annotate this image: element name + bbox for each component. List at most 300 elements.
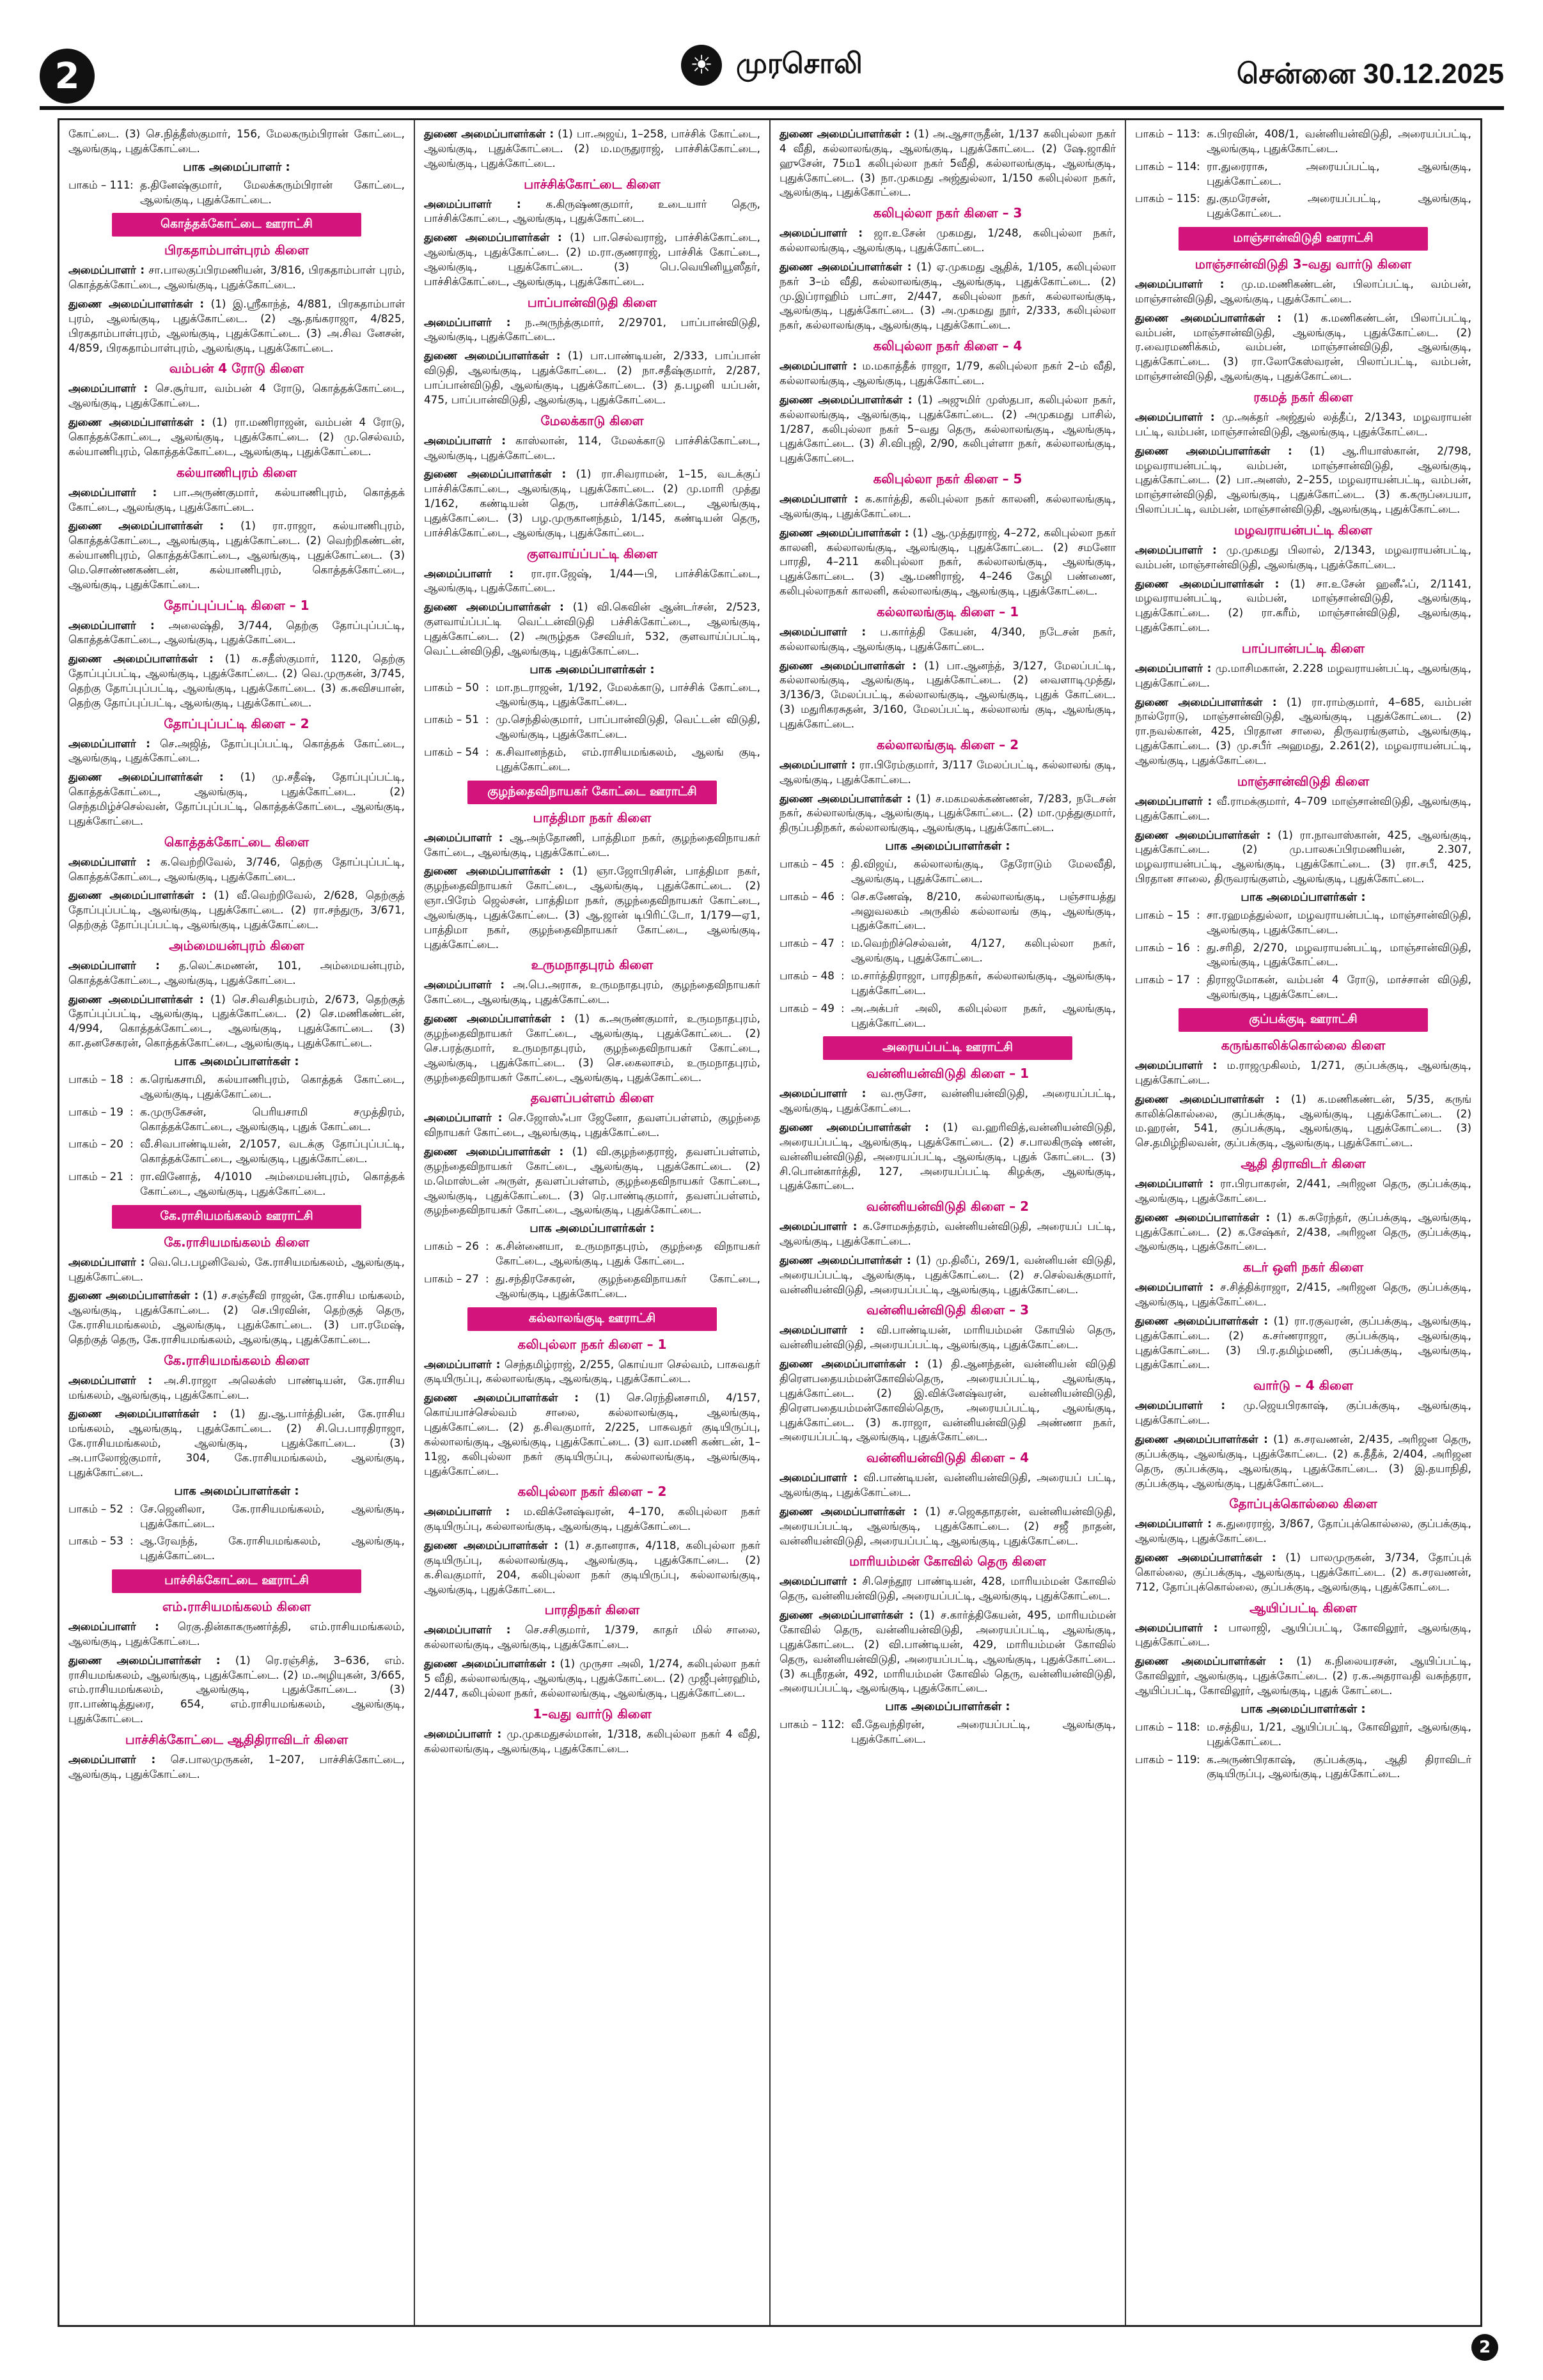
booth-entry [68,1534,405,1563]
booth-organizer: திராஜமோகன், வம்பன் 4 ரோடு, மாச்சான் விடுதி, ஆலங்குடி, புதுக்கோட்டை. [1207,973,1471,1001]
entry-text: செ.சசிகுமார், 1/379, காதர் மில் சாலை, கல்லாலங்குடி, ஆலங்குடி, புதுக்கோட்டை. [424,1623,760,1651]
entry-role: துணை அமைப்பாளர்கள் : [779,260,912,273]
entry-role: துணை அமைப்பாளர்கள் : [68,297,205,311]
entry-role: அமைப்பாளர் : [424,978,505,992]
booth-number: பாகம் – 15 [1135,908,1190,921]
entry-text: பா.அருண்குமார், கல்யாணிபுரம், கொத்தக் கோட்டை, ஆலங்குடி, புதுக்கோட்டை. [68,485,405,513]
organizer-entry [1135,1280,1471,1309]
entry-role: துணை அமைப்பாளர்கள் : [1135,311,1281,324]
entry-text: (1) மு.சதீஷ், தோப்புப்பட்டி, கொத்தக்கோட்டை, ஆலங்குடி, புதுக்கோட்டை. (2) செந்தமிழ்ச்செல்வன், தோப்புப்பட்டி, கொத்தக்கோட்டை, ஆலங்குடி, புதுக்கோட்டை. [68,770,405,827]
entry-text: வெ.பெ.பழனிவேல், கே.ராசியமங்கலம், ஆலங்குடி, புதுக்கோட்டை. [68,1255,405,1283]
organizer-entry [1135,1092,1471,1150]
entry-role: துணை அமைப்பாளர்கள் : [779,1121,929,1134]
separator: : [130,1534,134,1548]
organizer-entry [1135,1210,1471,1254]
booth-number: பாகம் – 17 [1135,973,1190,986]
booth-number: பாகம் – 26 [424,1240,479,1253]
separator: : [1196,940,1200,954]
entry-text: (1) செ.சிவசிதம்பரம், 2/673, தெற்குத் தோப்புப்பட்டி, ஆலங்குடி, புதுக்கோட்டை. (2) செ.மணிகண்டன், 4/994, கொத்தக்கோட்டை, ஆலங்குடி, புதுக்கோட்டை. (3) கா.தனசேகரன், கொத்தக்கோட்டை, ஆலங்குடி, புதுக்கோட்டை. [68,992,405,1050]
column-1 [59,120,415,2325]
entry-role: அமைப்பாளர் : [779,1575,858,1588]
booth-entry [1135,1720,1471,1749]
booth-entry [424,680,760,710]
entry-text: செ.பாலமுருகன், 1–207, பாச்சிக்கோட்டை, ஆலங்குடி, புதுக்கோட்டை. [68,1752,405,1780]
entry-text: ரா.பிரேம்குமார், 3/117 மேலப்பட்டி, கல்லாலங் குடி, ஆலங்குடி, புதுக்கோட்டை. [779,758,1116,786]
entry-text: (1) வீ.வெற்றிவேல், 2/628, தெற்குத் தோப்புப்பட்டி, ஆலங்குடி, புதுக்கோட்டை. (2) ரா.சந்துரு, 3/671, தெற்குத் தோப்புப்பட்டி, ஆலங்குடி, புதுக்கோட்டை. [68,889,405,931]
organizer-entry [779,1608,1116,1695]
entry-text: (1) தி.ஆனந்தன், வன்னியன் விடுதி திரௌபதையம்மன்கோவில்தெரு, அரையப்பட்டி, ஆலங்குடி, புதுக்கோட்டை. (2) இ.விக்னேஷ்வரன், வன்னியன்விடுதி, திரௌபதையம்மன்கோவில்தெரு, அரையப்பட்டி, ஆலங்குடி, புதுக்கோட்டை. (3) க.ராஜா, வன்னியன்விடுதி அண்ணா நகர், அரையப்பட்டி, ஆலங்குடி, புதுக்கோட்டை. [779,1357,1116,1443]
booth-organizer: து.சந்திரசேகரன், குழந்தைவிநாயகர் கோட்டை, ஆலங்குடி, புதுக்கோட்டை. [496,1272,760,1300]
entry-role: அமைப்பாளர் : [68,958,160,972]
branch-heading: கல்யாணிபுரம் கிளை [176,464,297,480]
entry-role: துணை அமைப்பாளர்கள் : [68,1653,221,1667]
booth-entry [68,1502,405,1531]
section-subheading: பாக அமைப்பாளர்கள் : [529,1222,655,1236]
booth-number: பாகம் – 52 [68,1502,123,1515]
entry-text: ரா.பிரபாகரன், 2/441, அரிஜன தெரு, குப்பக்குடி, ஆலங்குடி, புதுக்கோட்டை. [1135,1177,1471,1204]
booth-number: பாகம் – 45 [779,857,834,871]
organizer-entry [779,359,1116,388]
entry-text: (1) பா.அஜய், 1–258, பாச்சிக் கோட்டை, ஆலங்குடி, புதுக்கோட்டை. (2) ம.மருதுராஜ், பாச்சிக்கோட்டை, ஆலங்குடி, புதுக்கோட்டை. [424,127,760,169]
entry-role: அமைப்பாளர் : [779,1087,866,1100]
organizer-entry [424,467,760,540]
entry-text: (1) சா.உசேன் ஹனீஃப், 2/1141, மழவராயன்பட்டி, வம்பன், மாஞ்சான்விடுதி, ஆலங்குடி, புதுக்கோட்டை. (2) ரா.கரீம், மாஞ்சான்விடுதி, ஆலங்குடி, புதுக்கோட்டை. [1135,577,1471,634]
organizer-entry [424,1144,760,1217]
entry-role: துணை அமைப்பாளர்கள் : [1135,1551,1276,1564]
ward-banner: குழந்தைவிநாயகர் கோட்டை ஊராட்சி [467,781,716,804]
entry-role: துணை அமைப்பாளர்கள் : [779,791,911,805]
entry-text: (1) மு.திலீப், 269/1, வன்னியன் விடுதி, அரையப்பட்டி, ஆலங்குடி, புதுக்கோட்டை. (2) ச.செல்வக்குமார், வன்னியன்விடுதி, அரையப்பட்டி, ஆலங்குடி, புதுக்கோட்டை. [779,1253,1116,1296]
booth-number: பாகம் – 53 [68,1534,123,1548]
branch-heading: பாத்திமா நகர் கிளை [533,809,652,825]
separator: : [130,1137,134,1151]
booth-entry [779,936,1116,965]
entry-text: மு.அக்தர் அஜ்துல் லத்தீப், 2/1343, மழவராயன் பட்டி, வம்பன், மாஞ்சான்விடுதி, ஆலங்குடி, புதுக்கோட்டை. [1135,410,1471,438]
organizer-entry [779,1086,1116,1116]
booth-entry [1135,908,1471,937]
organizer-entry [1135,794,1471,823]
entry-role: அமைப்பாளர் : [1135,277,1225,291]
branch-heading: மாஞ்சான்விடுதி 3–வது வார்டு கிளை [1194,256,1412,272]
entry-text: (1) ச.கார்த்திகேயன், 495, மாரியம்மன் கோவில் தெரு, வன்னியன்விடுதி, அரையப்பட்டி, ஆலங்குடி, புதுக்கோட்டை. (2) வி.பாண்டியன், 429, மாரியம்மன் கோவில் தெரு, வன்னியன்விடுதி, அரையப்பட்டி, ஆலங்குடி, புதுக்கோட்டை. (3) சுபுநீரதன், 492, மாரியம்மன் கோவில் தெரு, வன்னியன்விடுதி, அரையப்பட்டி, ஆலங்குடி, புதுக்கோட்டை. [779,1608,1116,1695]
entry-text: (1) வ.ஹரிவித்,வன்னியன்விடுதி, அரையப்பட்டி, ஆலங்குடி, புதுக்கோட்டை. (2) ச.பாலகிருஷ் ணன், வன்னியன்விடுதி, அரையப்பட்டி, ஆலங்குடி, புதுக் கோட்டை. (3) சி.பொன்கார்த்தி, 127, அரையப்பட்டி கிழக்கு, ஆலங்குடி, புதுக்கோட்டை. [779,1121,1116,1192]
entry-text: (1) க.அருண்குமார், உருமநாதபுரம், குழந்தைவிநாயகர் கோட்டை, ஆலங்குடி, புதுக்கோட்டை. (2) செ.பரத்குமார், உருமநாதபுரம், குழந்தைவிநாயகர் கோட்டை, ஆலங்குடி, புதுக்கோட்டை. (3) செ.கைலாசம், உருமநாதபுரம், குழந்தைவிநாயகர் கோட்டை, ஆலங்குடி, புதுக்கோட்டை. [424,1012,760,1084]
section-subheading: பாக அமைப்பாளர்கள் : [174,1054,299,1068]
separator: : [1196,159,1200,173]
entry-text: மு.ஜெயபிரகாஷ், குப்பக்குடி, ஆலங்குடி, புதுக்கோட்டை. [1135,1399,1471,1427]
entry-role: அமைப்பாளர் : [68,736,150,750]
entry-role: அமைப்பாளர் : [1135,1621,1218,1634]
entry-role: துணை அமைப்பாளர்கள் : [68,519,224,533]
booth-organizer: அ.அக்பர் அலி, கலிபுல்லா நகர், ஆலங்குடி, புதுக்கோட்டை. [851,1001,1116,1029]
separator: : [130,1105,134,1118]
booth-entry [424,745,760,774]
entry-role: அமைப்பாளர் : [424,1727,502,1740]
masthead [40,38,1504,114]
entry-role: அமைப்பாளர் : [779,758,856,771]
organizer-entry [424,433,760,463]
section-subheading: பாக அமைப்பாளர் : [183,160,290,174]
booth-entry [779,857,1116,886]
entry-text: க.வெற்றிவேல், 3/746, தெற்கு தோப்புப்பட்டி, கொத்தக்கோட்டை, ஆலங்குடி, புதுக்கோட்டை. [68,855,405,883]
organizer-entry [779,791,1116,836]
entry-text: கோட்டை. (3) செ.நித்தீஸ்குமார், 156, மேலகரும்பிரான் கோட்டை, ஆலங்குடி, புதுக்கோட்டை. [68,127,405,155]
entry-role: அமைப்பாளர் : [424,197,521,210]
entry-role: துணை அமைப்பாளர்கள் : [779,658,917,672]
entry-text: வீ.ராமக்குமார், 4–709 மாஞ்சான்விடுதி, ஆலங்குடி, புதுக்கோட்டை. [1135,794,1472,822]
organizer-entry [68,651,405,710]
organizer-entry [68,263,405,292]
entry-text: (1) க.மணிகண்டன், பிலாப்பட்டி, வம்பன், மாஞ்சான்விடுதி, ஆலங்குடி, புதுக்கோட்டை. (2) ர.வைரமணிக்கம், வம்பன், மாஞ்சான்விடுதி, ஆலங்குடி, புதுக்கோட்டை. (3) ரா.லோகேஸ்வரன், பிலாப்பட்டி, வம்பன், மாஞ்சான்விடுதி, ஆலங்குடி, புதுக்கோட்டை. [1135,311,1471,383]
branch-heading: உருமநாதபுரம் கிளை [531,957,654,973]
branch-heading: வன்னியன்விடுதி கிளை – 2 [866,1199,1030,1215]
entry-role: துணை அமைப்பாளர்கள் : [68,1407,217,1420]
entry-role: அமைப்பாளர் : [424,315,511,329]
entry-text: (1) வி.கெவின் ஆன்டர்சன், 2/523, குளவாய்ப்பட்டி வெட்டன்விடுதி பச்சிக்கோட்டை, ஆலங்குடி, புதுக்கோட்டை. (2) அருழ்தசு சேவியர், 532, குளவாய்ப்பட்டி, வெட்டன்விடுதி, ஆலங்குடி, புதுக்கோட்டை. [424,600,760,657]
ward-banner: கல்லாலங்குடி ஊராட்சி [467,1307,716,1331]
entry-role: அமைப்பாளர் : [1135,1177,1214,1190]
booth-organizer: த.தினேஷ்குமார், மேலக்கரும்பிரான் கோட்டை, ஆலங்குடி, புதுக்கோட்டை. [140,178,405,206]
organizer-entry [424,1110,760,1140]
organizer-entry [1135,1550,1471,1594]
organizer-entry [68,518,405,591]
organizer-entry [1135,410,1471,439]
column-2 [415,120,771,2325]
entry-text: (1) க.சதீஸ்குமார், 1120, தெற்கு தோப்புப்பட்டி, ஆலங்குடி, புதுக்கோட்டை. (2) வெ.முருகன், 3/745, தெற்கு தோப்புப்பட்டி, ஆலங்குடி, புதுக்கோட்டை. (3) க.சுவிசயான், தெற்கு தோப்புப்பட்டி, ஆலங்குடி, புதுக்கோட்டை. [68,652,405,709]
booth-number: பாகம் – 49 [779,1001,834,1015]
entry-text: ச.சித்திக்ராஜா, 2/415, அரிஜன தெரு, குப்பக்குடி, ஆலங்குடி, புதுக்கோட்டை. [1135,1280,1471,1309]
branch-heading: கலிபுல்லா நகர் கிளை – 1 [517,1336,667,1352]
organizer-entry [1135,444,1471,517]
entry-role: துணை அமைப்பாளர்கள் : [424,467,567,481]
organizer-entry [1135,1432,1471,1490]
booth-organizer: ஆ.ரேவந்த், கே.ராசியமங்கலம், ஆலங்குடி, புதுக்கோட்டை. [140,1534,405,1562]
entry-text: ப.கார்த்தி கேயன், 4/340, நடேசன் நகர், கல்லாலங்குடி, ஆலங்குடி, புதுக்கோட்டை. [779,625,1116,653]
entry-role: அமைப்பாளர் : [779,226,863,240]
entry-role: அமைப்பாளர் : [1135,1517,1212,1530]
organizer-entry [68,958,405,988]
entry-text: (1) ஞா.ஜோபிரசின், பாத்திமா நகர், குழந்தைவிநாயகர் கோட்டை, ஆலங்குடி, புதுக்கோட்டை. (2) ஞா.பிரேம் ஜெல்சன், பாத்திமா நகர், குழந்தைவிநாயகர் கோட்டை, ஆலங்குடி, புதுக்கோட்டை. (3) ஆ.ஜான் டிபிரிட்டோ, 1/179—ஏ1, பாத்திமா நகர், குழந்தைவிநாயகர் கோட்டை, ஆலங்குடி, புதுக்கோட்டை. [424,864,760,951]
booth-number: பாகம் – 115 [1135,192,1197,205]
entry-role: துணை அமைப்பாளர்கள் : [424,231,562,244]
branch-heading: குளவாய்ப்பட்டி கிளை [526,545,658,561]
entry-text: (1) பா.ஆனந்த், 3/127, மேலப்பட்டி, கல்லாலங்குடி, ஆலங்குடி, புதுக்கோட்டை. (2) வைளாடிமுத்து, 3/136/3, மேலப்பட்டி, கல்லாலங்குடி, ஆலங்குடி, புதுக் கோட்டை. (3) மதுரிகரசுதன், 3/160, மேலப்பட்டி, கல்லாலங் குடி, ஆலங்குடி, புதுக்கோட்டை. [779,658,1116,730]
booth-entry [1135,940,1471,970]
entry-text: (1) க.மணிகண்டன், 5/35, கருங் காலிக்கொல்லை, குப்பக்குடி, ஆலங்குடி, புதுக்கோட்டை. (2) ம.ஹரன், 541, குப்பக்குடி, ஆலங்குடி, புதுக்கோட்டை. (3) செ.தமிழ்நிலவன், குப்பக்குடி, ஆலங்குடி, புதுக்கோட்டை. [1135,1092,1471,1149]
branch-heading: வன்னியன்விடுதி கிளை – 4 [866,1450,1030,1466]
ward-banner: பாச்சிக்கோட்டை ஊராட்சி [112,1569,361,1593]
entry-role: துணை அமைப்பாளர்கள் : [424,1145,564,1158]
entry-text: (1) ச.தானராசு, 4/118, கலிபுல்லா நகர் குடியிருப்பு, கல்லாலங்குடி, ஆலங்குடி, புதுக்கோட்டை. (2) க.சிவகுமார், 204, கலிபுல்லா நகர் குடியிருப்பு, கல்லாலங்குடி, ஆலங்குடி, புதுக்கோட்டை. [424,1539,760,1596]
organizer-entry [68,1752,405,1782]
entry-role: அமைப்பாளர் : [1135,661,1212,674]
booth-organizer: மா.நடராஜன், 1/192, மேலக்காடு, பாச்சிக் கோட்டை, ஆலங்குடி, புதுக்கோட்டை. [496,680,760,708]
branch-heading: மழவராயன்பட்டி கிளை [1234,522,1372,538]
organizer-entry [1135,311,1471,384]
organizer-entry [424,1622,760,1652]
organizer-entry [779,393,1116,465]
branch-heading: வன்னியன்விடுதி கிளை – 1 [866,1066,1030,1082]
entry-role: துணை அமைப்பாளர்கள் : [1135,1433,1268,1445]
entry-role: அமைப்பாளர் : [779,1471,858,1484]
entry-role: அமைப்பாளர் : [424,1505,510,1518]
organizer-entry [779,1323,1116,1352]
booth-entry [779,1717,1116,1746]
booth-organizer: ம.சத்திய, 1/21, ஆயிப்பட்டி, கோவிலூர், ஆலங்குடி, புதுக்கோட்டை. [1207,1720,1471,1748]
entry-role: அமைப்பாளர் : [68,1620,159,1633]
organizer-entry [68,855,405,884]
organizer-entry [1135,1176,1471,1206]
branch-heading: கருங்காலிக்கொல்லை கிளை [1221,1037,1386,1053]
organizer-entry [1135,1654,1471,1698]
newspaper-title [681,45,863,86]
booth-number: பாகம் – 18 [68,1072,123,1085]
separator: : [841,857,845,871]
entry-role: துணை அமைப்பாளர்கள் : [68,992,204,1006]
booth-entry [1135,1752,1471,1782]
organizer-entry [1135,577,1471,635]
entry-role: துணை அமைப்பாளர்கள் : [68,1289,199,1302]
booth-organizer: ம.வெற்றிச்செல்வன், 4/127, கலிபுல்லா நகர், ஆலங்குடி, புதுக்கோட்டை. [851,937,1116,965]
separator: : [1196,1752,1200,1766]
section-subheading: பாக அமைப்பாளர்கள் : [174,1484,299,1498]
branch-heading: மேலக்காடு கிளை [540,412,644,428]
section-subheading: பாக அமைப்பாளர்கள் : [885,1700,1010,1714]
organizer-entry [68,127,405,156]
booth-number: பாகம் – 21 [68,1170,123,1183]
section-subheading: பாக அமைப்பாளர்கள் : [1241,1702,1366,1716]
entry-text: காஸ்லான், 114, மேலக்காடு பாச்சிக்கோட்டை, ஆலங்குடி, புதுக்கோட்டை. [424,433,760,462]
booth-number: பாகம் – 50 [424,680,479,694]
entry-role: துணை அமைப்பாளர்கள் : [68,770,224,784]
branch-heading: தோப்புப்பட்டி கிளை – 2 [164,715,309,731]
entry-role: துணை அமைப்பாளர்கள் : [1135,444,1292,457]
organizer-entry [1135,661,1471,690]
entry-role: அமைப்பாளர் : [779,625,866,638]
separator: : [1196,908,1200,921]
separator: : [130,1502,134,1515]
separator: : [841,889,845,903]
booth-organizer: க.சின்னையா, உருமநாதபுரம், குழந்தை விநாயகர் கோட்டை, ஆலங்குடி, புதுக் கோட்டை. [496,1240,760,1268]
booth-number: பாகம் – 112 [779,1718,842,1731]
newspaper-name: முரசொலி [736,47,863,80]
entry-text: (1) இ.ஸ்ரீகாந்த், 4/881, பிரகதாம்பாள் புரம், ஆலங்குடி, புதுக்கோட்டை. (2) ஆ.தங்கராஜா, 4/825, பிரகதாம்பாள்புரம், ஆலங்குடி, புதுக்கோட்டை. (3) அ.சிவ னேசன், 4/859, பிரகதாம்பாள்புரம், ஆலங்குடி, புதுக்கோட்டை. [68,297,405,354]
branch-heading: கலிபுல்லா நகர் கிளை – 3 [873,205,1022,221]
entry-role: துணை அமைப்பாளர்கள் : [424,864,564,878]
organizer-entry [68,415,405,459]
organizer-entry [424,977,760,1007]
organizer-entry [68,992,405,1050]
section-subheading: பாக அமைப்பாளர்கள் : [529,662,655,676]
separator: : [485,713,489,726]
entry-text: (1) அ.ஆசாருதீன், 1/137 கலிபுல்லா நகர் 4 வீதி, கல்லாலங்குடி, ஆலங்குடி, புதுக்கோட்டை. (2) ஷே.ஜாகிர் ஹுசேன், 75ம1 கலிபுல்லா நகர் 5வீதி, கல்லாலங்குடி, ஆலங்குடி, புதுக்கோட்டை. (3) நா.முகமது அஜ்துல்லா, 1/150 கலிபுல்லா நகர், ஆலங்குடி, புதுக்கோட்டை. [779,127,1116,199]
booth-organizer: மு.செந்தில்குமார், பாப்பான்விடுதி, வெட்டன் விடுதி, ஆலங்குடி, புதுக்கோட்டை. [496,713,760,741]
booth-entry [424,1239,760,1268]
entry-text: பாலாஜி, ஆயிப்பட்டி, கோவிலூர், ஆலங்குடி, புதுக்கோட்டை. [1135,1621,1471,1649]
organizer-entry [1135,1058,1471,1087]
entry-role: அமைப்பாளர் : [424,1111,503,1124]
entry-text: க.துரைராஜ், 3/867, தோப்புக்கொல்லை, குப்பக்குடி, ஆலங்குடி, புதுக்கோட்டை. [1135,1517,1471,1545]
separator: : [485,745,489,758]
booth-number: பாகம் – 114 [1135,159,1197,173]
entry-text: (1) பாலமுருகன், 3/734, தோப்புக் கொல்லை, குப்பக்குடி, ஆலங்குடி, புதுக்கோட்டை. (2) க.சரவணன், 712, தோப்புக்கொல்லை, குப்பக்குடி, ஆலங்குடி, புதுக்கோட்டை. [1135,1551,1471,1593]
entry-role: துணை அமைப்பாளர்கள் : [1135,1654,1283,1668]
entry-role: அமைப்பாளர் : [68,618,155,632]
booth-number: பாகம் – 119 [1135,1752,1197,1766]
organizer-entry [424,1504,760,1534]
separator: : [841,968,845,982]
organizer-entry [424,1727,760,1756]
entry-text: (1) ரா.ரகுவரன், குப்பக்குடி, ஆலங்குடி, புதுக்கோட்டை. (2) க.சர்ணராஜா, குப்பக்குடி, ஆலங்குடி, புதுக்கோட்டை. (3) பி.ர.தமிழ்மணி, குப்பக்குடி, ஆலங்குடி, புதுக்கோட்டை. [1135,1314,1471,1371]
branch-heading: வார்டு – 4 கிளை [1253,1378,1354,1394]
entry-text: (1) ரா.ராஜா, கல்யாணிபுரம், கொத்தக்கோட்டை, ஆலங்குடி, புதுக்கோட்டை. (2) வெற்றிகண்டன், கல்யாணிபுரம், கொத்தக்கோட்டை, ஆலங்குடி, புதுக்கோட்டை. (3) மெ.சொண்ணகண்டன், கல்யாணிபுரம், கொத்தக்கோட்டை, ஆலங்குடி, புதுக்கோட்டை. [68,519,405,591]
entry-text: மு.முகமதுசல்மான், 1/318, கலிபுல்லா நகர் 4 வீதி, கல்லாலங்குடி, ஆலங்குடி, புதுக்கோட்டை. [424,1727,760,1755]
branch-heading: பாச்சிக்கோட்டை கிளை [524,176,661,192]
organizer-entry [68,381,405,410]
booth-organizer: வீ.தேவந்திரன், அரையப்பட்டி, ஆலங்குடி, புதுக்கோட்டை. [851,1718,1116,1746]
booth-number: பாகம் – 54 [424,745,479,758]
organizer-entry [424,197,760,226]
booth-number: பாகம் – 27 [424,1272,479,1285]
entry-text: (1) அஜுமிர் முஸ்தபா, கலிபுல்லா நகர், கல்லாலங்குடி, ஆலங்குடி, புதுக்கோட்டை. (2) அமுகமது பாசில், 1/287, கலிபுல்லா நகர் 5–வது தெரு, கல்லாலங்குடி, ஆலங்குடி, புதுக்கோட்டை. (3) சி.விபுஜி, 2/90, கலிபுள்ளா நகர், கல்லாலங்குடி, புதுக்கோட்டை. [779,393,1116,465]
organizer-entry [68,297,405,355]
branch-heading: வன்னியன்விடுதி கிளை – 3 [866,1302,1030,1318]
ward-banner: கொத்தக்கோட்டை ஊராட்சி [112,213,361,237]
entry-text: (1) வி.குழந்தைராஜ், தவளப்பள்ளம், குழந்தைவிநாயகர் கோட்டை, ஆலங்குடி, புதுக்கோட்டை. (2) ம.மொஸ்டன் அருள், தவளப்பள்ளம், குழந்தைவிநாயகர் கோட்டை, ஆலங்குடி, புதுக்கோட்டை. (3) ரெ.பாண்டிகுமார், தவளப்பள்ளம், குழந்தைவிநாயகர் கோட்டை, ஆலங்குடி, புதுக்கோட்டை. [424,1145,760,1217]
entry-text: (1) பா.பாண்டியன், 2/333, பாப்பான் விடுதி, ஆலங்குடி, புதுக்கோட்டை. (2) நா.சதீஷ்குமார், 2/287, பாப்பான்விடுதி, ஆலங்குடி, புதுக்கோட்டை. (3) த.பழனி யப்பன், 475, பாப்பான்விடுதி, ஆலங்குடி, புதுக்கோட்டை. [424,349,761,406]
entry-role: அமைப்பாளர் : [68,382,148,395]
booth-number: பாகம் – 47 [779,937,834,950]
entry-text: மு.முகமது பிலால், 2/1343, மழவராயன்பட்டி, வம்பன், மாஞ்சான்விடுதி, ஆலங்குடி, புதுக்கோட்டை. [1135,543,1471,571]
entry-role: துணை அமைப்பாளர்கள் : [424,1539,558,1552]
separator: : [130,1170,134,1183]
entry-text: ம.மகாத்தீக் ராஜா, 1/79, கலிபுல்லா நகர் 2–ம் வீதி, கல்லாலங்குடி, ஆலங்குடி, புதுக்கோட்டை. [779,359,1116,387]
branch-heading: மாஞ்சான்விடுதி கிளை [1237,773,1370,789]
separator: : [841,1718,845,1731]
entry-role: அமைப்பாளர் : [1135,1058,1218,1071]
organizer-entry [779,1504,1116,1548]
organizer-entry [424,864,760,951]
organizer-entry [1135,695,1471,768]
entry-text: (1) ஏ.முகமது ஆதிக், 1/105, கலிபுல்லா நகர் 3–ம் வீதி, கல்லாலங்குடி, ஆலங்குடி, புதுக்கோட்டை. (2) மு.இப்ராஹிம் பாட்சா, 2/447, கலிபுல்லா நகர், கல்லாலங்குடி, ஆலங்குடி, புதுக்கோட்டை. (3) அ.முகமது நூர், 2/333, கலிபுல்லா நகர், கல்லாலங்குடி, ஆலங்குடி, புதுக்கோட்டை. [779,260,1116,332]
entry-role: அமைப்பாளர் : [424,1623,511,1637]
organizer-entry [68,1619,405,1649]
entry-text: மு.ம.மணிகண்டன், பிலாப்பட்டி, வம்பன், மாஞ்சான்விடுதி, ஆலங்குடி, புதுக்கோட்டை. [1135,277,1471,305]
organizer-entry [68,736,405,766]
page-number-badge: 2 [40,49,95,104]
entry-text: அ.பெ.அராசு, உருமநாதபுரம், குழந்தைவிநாயகர் கோட்டை, ஆலங்குடி, புதுக்கோட்டை. [424,978,760,1006]
branch-heading: பாப்பான்விடுதி கிளை [527,294,657,310]
entry-role: அமைப்பாளர் : [1135,1399,1226,1412]
branch-heading: பிரகதாம்பாள்புரம் கிளை [164,242,309,258]
entry-role: துணை அமைப்பாளர்கள் : [424,1012,565,1025]
organizer-entry [68,485,405,515]
entry-role: அமைப்பாளர் : [779,1323,865,1337]
organizer-entry [1135,277,1471,306]
entry-text: ஆ.அந்தோணி, பாத்திமா நகர், குழந்தைவிநாயகர் கோட்டை, ஆலங்குடி, புதுக்கோட்டை. [424,830,760,859]
branch-heading: கடர் ஒளி நகர் கிளை [1242,1259,1364,1275]
branch-heading: தவளப்பள்ளம் கிளை [530,1090,654,1106]
separator: : [1196,973,1200,986]
footer-page-number: 2 [1471,2334,1498,2361]
entry-text: அலைஷ்தி, 3/744, தெற்கு தோப்புப்பட்டி, கொத்தக்கோட்டை, ஆலங்குடி, புதுக்கோட்டை. [68,618,405,646]
organizer-entry [424,830,760,860]
booth-organizer: க.பிரவின், 408/1, வன்னியன்விடுதி, அரையப்பட்டி, ஆலங்குடி, புதுக்கோட்டை. [1207,127,1471,155]
branch-heading: பாப்பான்பட்டி கிளை [1242,640,1365,656]
organizer-entry [779,1253,1116,1297]
organizer-entry [68,618,405,648]
branch-heading: கலிபுல்லா நகர் கிளை – 2 [517,1484,667,1500]
booth-organizer: செ.கணேஷ், 8/210, கல்லாலங்குடி, பஞ்சாயத்து அலுவலகம் அருகில் கல்லாலங் குடி, ஆலங்குடி, புதுக்கோட்டை. [851,889,1116,932]
entry-role: துணை அமைப்பாளர்கள் : [779,1357,919,1371]
booth-entry [68,178,405,207]
entry-text: சா.பாலகுப்பிரமணியன், 3/816, பிரகதாம்பாள் புரம், கொத்தக்கோட்டை, ஆலங்குடி, புதுக்கோட்டை. [68,263,405,292]
entry-text: (1) பா.செல்வராஜ், பாச்சிக்கோட்டை, ஆலங்குடி, புதுக்கோட்டை. (2) ம.ரா.குணராஜ், பாச்சிக் கோட்டை, ஆலங்குடி, புதுக்கோட்டை. (3) பெ.வெயினியூஸீதர், பாச்சிக்கோட்டை, ஆலங்குடி, புதுக்கோட்டை. [424,231,760,288]
booth-organizer: ம.சார்த்திராஜா, பாரதிநகர், கல்லாலங்குடி, ஆலங்குடி, புதுக்கோட்டை. [851,968,1116,997]
branch-heading: வம்பன் 4 ரோடு கிளை [169,361,304,377]
entry-role: துணை அமைப்பாளர்கள் : [779,525,909,539]
organizer-entry [1135,1398,1471,1427]
ward-banner: மாஞ்சான்விடுதி ஊராட்சி [1179,227,1427,251]
branch-heading: எம்.ராசியமங்கலம் கிளை [162,1599,311,1615]
entry-text: அ.சி.ராஜா அலெக்ஸ் பாண்டியன், கே.ராசிய மங்கலம், ஆலங்குடி, புதுக்கோட்டை. [68,1373,405,1401]
organizer-entry [424,566,760,596]
booth-entry [1135,127,1471,156]
organizer-entry [424,1011,760,1084]
entry-text: ந.அருந்த்குமார், 2/29701, பாப்பான்விடுதி, ஆலங்குடி, புதுக்கோட்டை. [424,315,760,343]
booth-organizer: து.சரிதி, 2/270, மழவராயன்பட்டி, மாஞ்சான்விடுதி, ஆலங்குடி, புதுக்கோட்டை. [1207,940,1471,968]
separator: : [841,937,845,950]
booth-organizer: க.சிவானந்தம், எம்.ராசியமங்கலம், ஆலங் குடி, புதுக்கோட்டை. [496,745,760,773]
organizer-entry [424,1357,760,1387]
entry-role: அமைப்பாளர் : [68,1373,153,1387]
section-subheading: பாக அமைப்பாளர்கள் : [1241,890,1366,904]
entry-text: செந்தமிழ்ராஜ், 2/255, கொய்யா செல்வம், பாசுவதர் குடியிருப்பு, கல்லாலங்குடி, ஆலங்குடி, புதுக்கோட்டை. [424,1357,760,1385]
entry-role: அமைப்பாளர் : [68,855,151,868]
entry-text: த.லெட்சுமணன், 101, அம்மையன்புரம், கொத்தக்கோட்டை, ஆலங்குடி, புதுக்கோட்டை. [68,958,405,986]
organizer-entry [424,1538,760,1596]
entry-text: (1) செ.ரெந்தினசாமி, 4/157, கொய்யாச்செல்வம் சாலை, கல்லாலங்குடி, ஆலங்குடி, புதுக்கோட்டை. (2) த.சிவகுமார், 2/225, பாசுவதர் குடியிருப்பு, கல்லாலங்குடி, ஆலங்குடி, புதுக்கோட்டை. (3) வா.மணி கண்டன், 1–11ஜ, கலிபுல்லா நகர் குடியிருப்பு, கல்லாலங்குடி, ஆலங்குடி, புதுக்கோட்டை. [424,1391,760,1477]
separator: : [841,1001,845,1015]
entry-text: (1) ரா.நாவாஸ்கான், 425, ஆலங்குடி, புதுக்கோட்டை. (2) மு.பாலசுப்பிரமணியன், 2.307, மழவராயன்பட்டி, ஆலங்குடி, புதுக்கோட்டை. (3) ரா.சபீ, 425, பிரதான சாலை, திருவரங்குளம், ஆலங்குடி, புதுக்கோட்டை. [1135,828,1472,885]
entry-text: (1) ரெ.ரஞ்சித், 3–636, எம். ராசியமங்கலம், ஆலங்குடி, புதுக்கோட்டை. (2) ம.அழியுகன், 3/665, எம்.ராசியமங்கலம், ஆலங்குடி, புதுக்கோட்டை. (3) ரா.பாண்டித்துரை, 654, எம்.ராசியமங்கலம், ஆலங்குடி, புதுக்கோட்டை. [68,1653,405,1725]
separator: : [485,1240,489,1253]
organizer-entry [779,260,1116,332]
entry-role: துணை அமைப்பாளர்கள் : [779,1504,918,1518]
organizer-entry [779,758,1116,787]
page-frame [58,118,1482,2327]
organizer-entry [779,1219,1116,1248]
booth-entry [68,1105,405,1134]
entry-role: துணை அமைப்பாளர்கள் : [424,1657,556,1670]
separator: : [130,178,134,191]
entry-role: அமைப்பாளர் : [68,1255,145,1268]
organizer-entry [1135,543,1471,572]
entry-text: வி.பாண்டியன், வன்னியன்விடுதி, அரையப் பட்டி, ஆலங்குடி, புதுக்கோட்டை. [779,1471,1116,1499]
column-4 [1126,120,1480,2325]
entry-text: மு.மாசிமகான், 2.228 மழவராயன்பட்டி, ஆலங்குடி, புதுக்கோட்டை. [1135,661,1471,689]
booth-number: பாகம் – 113 [1135,127,1197,140]
booth-organizer: தி.விஜய், கல்லாலங்குடி, தேரோடும் மேலவீதி, ஆலங்குடி, புதுக்கோட்டை. [851,857,1116,885]
ward-banner: அரையப்பட்டி ஊராட்சி [823,1036,1072,1060]
entry-text: (1) ஆ.முத்துராஜ், 4–272, கலிபுல்லா நகர் காலனி, கல்லாலங்குடி, ஆலங்குடி, புதுக்கோட்டை. (2) சமனோ பாரதி, 4–211 கலிபுல்லா நகர், கல்லாலங்குடி, ஆலங்குடி, புதுக்கோட்டை. (3) ஆ.மணிராஜ், 4–246 கேழி பண்ணை, கலிபுல்லாநகர் காலனி, கல்லாலங்குடி, ஆலங்குடி, புதுக்கோட்டை. [779,525,1116,598]
branch-heading: பாரதிநகர் கிளை [544,1602,640,1618]
branch-heading: ஆதி திராவிடர் கிளை [1241,1156,1366,1172]
booth-entry [68,1072,405,1101]
separator: : [1196,127,1200,140]
booth-number: பாகம் – 48 [779,968,834,982]
branch-heading: கலிபுல்லா நகர் கிளை – 5 [873,471,1022,487]
